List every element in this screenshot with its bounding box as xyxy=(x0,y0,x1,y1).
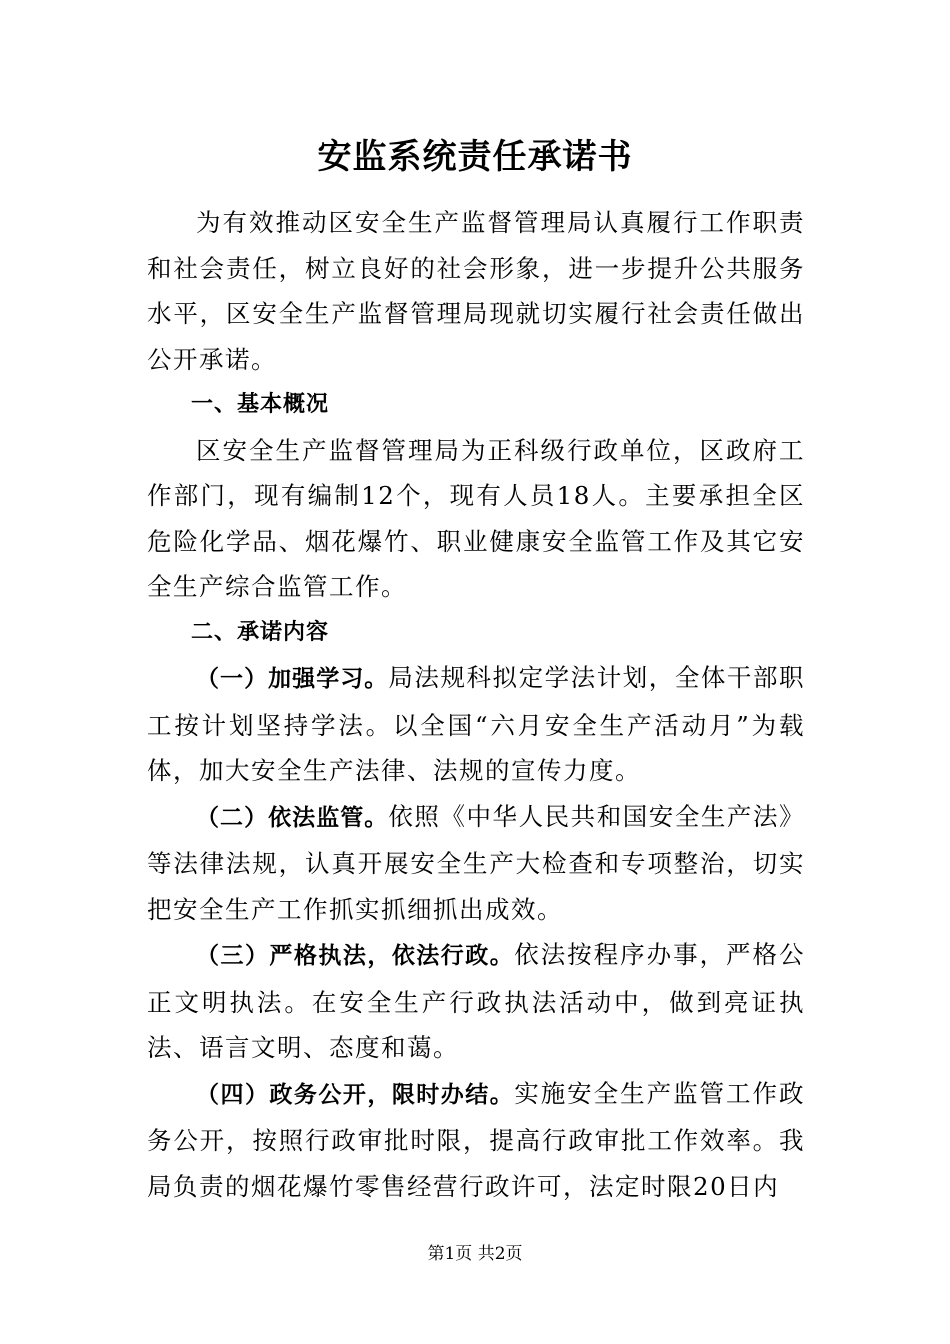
commitment-item-lead: （二）依法监管。 xyxy=(196,804,389,831)
commitment-item-text: 实施安全生产监管工作政务公开，按照行政审批时限，提高行政审批工作效率。我局负责的烟花爆竹零售经营行政许可，法定时限20日内 xyxy=(147,1078,806,1201)
section-heading-commitments: 二、承诺内容 xyxy=(191,619,330,645)
commitment-item-study xyxy=(147,655,805,794)
intro-paragraph: 为有效推动区安全生产监督管理局认真履行工作职责和社会责任，树立良好的社会形象，进一步提升公共服务水平，区安全生产监督管理局现就切实履行社会责任做出公开承诺。 xyxy=(147,208,805,374)
commitment-item-text: 依照《中华人民共和国安全生产法》等法律法规，认真开展安全生产大检查和专项整治，切实把安全生产工作抓实抓细抓出成效。 xyxy=(147,801,806,924)
commitment-item-supervision xyxy=(147,794,805,933)
section-heading-basic-overview: 一、基本概况 xyxy=(191,392,330,417)
commitment-item-enforcement xyxy=(147,932,805,1071)
commitment-item-lead: （四）政务公开，限时办结。 xyxy=(196,1081,515,1108)
commitment-item-text: 依法按程序办事，严格公正文明执法。在安全生产行政执法活动中，做到亮证执法、语言文明、态度和蔼。 xyxy=(147,940,806,1062)
document-title: 安监系统责任承诺书 xyxy=(317,137,633,177)
document-body xyxy=(147,200,805,1209)
page-number-footer: 第1页 共2页 xyxy=(427,1244,523,1264)
commitment-item-lead: （一）加强学习。 xyxy=(196,666,389,692)
commitment-item-text: 局法规科拟定学法计划，全体干部职工按计划坚持学法。以全国“六月安全生产活动月”为载体，加大安全生产法律、法规的宣传力度。 xyxy=(147,663,806,785)
section-paragraph-basic-overview: 区安全生产监督管理局为正科级行政单位，区政府工作部门，现有编制12个，现有人员18人。主要承担全区危险化学品、烟花爆竹、职业健康安全监管工作及其它安全生产综合监管工作。 xyxy=(147,435,805,601)
commitment-item-lead: （三）严格执法，依法行政。 xyxy=(196,943,515,969)
commitment-item-transparency xyxy=(147,1071,805,1210)
